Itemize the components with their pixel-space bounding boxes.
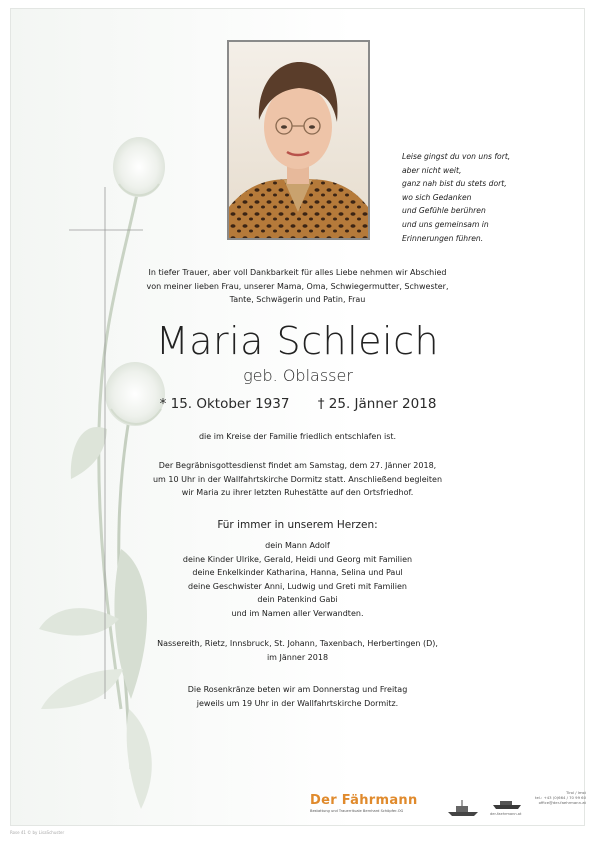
poem-line: aber nicht weit, bbox=[402, 165, 462, 175]
mourner-line: deine Geschwister Anni, Ludwig und Greti mit Familien bbox=[188, 581, 407, 591]
poem-line: ganz nah bist du stets dort, bbox=[402, 179, 507, 189]
mourner-line: dein Mann Adolf bbox=[265, 541, 330, 550]
intro-text bbox=[0, 266, 595, 307]
poem-line: Erinnerungen führen. bbox=[402, 233, 484, 243]
service-line: Der Begräbnisgottesdienst findet am Samstag, dem 27. Jänner 2018, bbox=[158, 461, 437, 470]
rosary-text bbox=[0, 683, 595, 710]
poem-line: und uns gemeinsam in bbox=[402, 219, 489, 229]
contact-line: office@der-faehrmann.at bbox=[538, 800, 587, 805]
logo-subtitle: Bestattung und Trauerrituale Bernhard Schöpfer-OG bbox=[310, 809, 404, 813]
contact-line: tel.: +43 (0)664 / 70 99 60 bbox=[535, 795, 587, 800]
contact-info bbox=[535, 790, 586, 805]
logo-name: Der Fährmann bbox=[310, 793, 418, 808]
mourner-line: deine Kinder Ulrike, Gerald, Heidi und Georg mit Familien bbox=[182, 554, 413, 564]
mourners-list bbox=[0, 539, 595, 620]
birth-date: * 15. Oktober 1937 bbox=[159, 396, 290, 412]
poem-line: wo sich Gedanken bbox=[402, 192, 472, 202]
contact-line: Tirol / Imst bbox=[565, 790, 587, 795]
places-text bbox=[0, 637, 595, 664]
portrait-photo bbox=[227, 40, 370, 240]
rosary-line: Die Rosenkränze beten wir am Donnerstag und Freitag bbox=[187, 685, 408, 694]
intro-line: In tiefer Trauer, aber voll Dankbarkeit für alles Liebe nehmen wir Abschied bbox=[148, 268, 447, 277]
deceased-name: Maria Schleich bbox=[155, 319, 440, 363]
image-credit: Rose 41 © by LisaSchuster bbox=[10, 830, 65, 835]
service-line: wir Maria zu ihrer letzten Ruhestätte auf den Ortsfriedhof. bbox=[181, 488, 414, 497]
places-line: Nassereith, Rietz, Innsbruck, St. Johann, Taxenbach, Herbertingen (D), bbox=[157, 639, 438, 648]
died-text: die im Kreise der Familie friedlich entschlafen ist. bbox=[198, 432, 397, 441]
intro-line: von meiner lieben Frau, unserer Mama, Oma, Schwiegermutter, Schwester, bbox=[146, 281, 449, 291]
poem-line: und Gefühle berühren bbox=[402, 206, 486, 216]
poem-line: Leise gingst du von uns fort, bbox=[402, 152, 511, 161]
ferry-boat-icon bbox=[492, 800, 522, 810]
death-date: † 25. Jänner 2018 bbox=[317, 396, 437, 412]
places-line: im Jänner 2018 bbox=[266, 652, 329, 662]
life-dates bbox=[58, 396, 538, 412]
funeral-home-logo bbox=[310, 793, 418, 813]
service-text bbox=[0, 459, 595, 500]
mourner-line: deine Enkelkinder Katharina, Hanna, Selina und Paul bbox=[192, 568, 403, 577]
website-link[interactable]: der-faehrmann.at bbox=[490, 812, 522, 816]
heart-heading: Für immer in unserem Herzen: bbox=[217, 519, 378, 531]
service-line: um 10 Uhr in der Wallfahrtskirche Dormitz statt. Anschließend begleiten bbox=[152, 474, 443, 484]
intro-line: Tante, Schwägerin und Patin, Frau bbox=[229, 295, 366, 304]
mourner-line: dein Patenkind Gabi bbox=[257, 595, 338, 604]
rosary-line: jeweils um 19 Uhr in der Wallfahrtskirche Dormitz. bbox=[196, 698, 399, 708]
mourner-line: und im Namen aller Verwandten. bbox=[231, 608, 364, 618]
maiden-name: geb. Oblasser bbox=[243, 366, 353, 385]
ferry-boat-icon bbox=[446, 800, 480, 818]
poem bbox=[402, 150, 582, 245]
